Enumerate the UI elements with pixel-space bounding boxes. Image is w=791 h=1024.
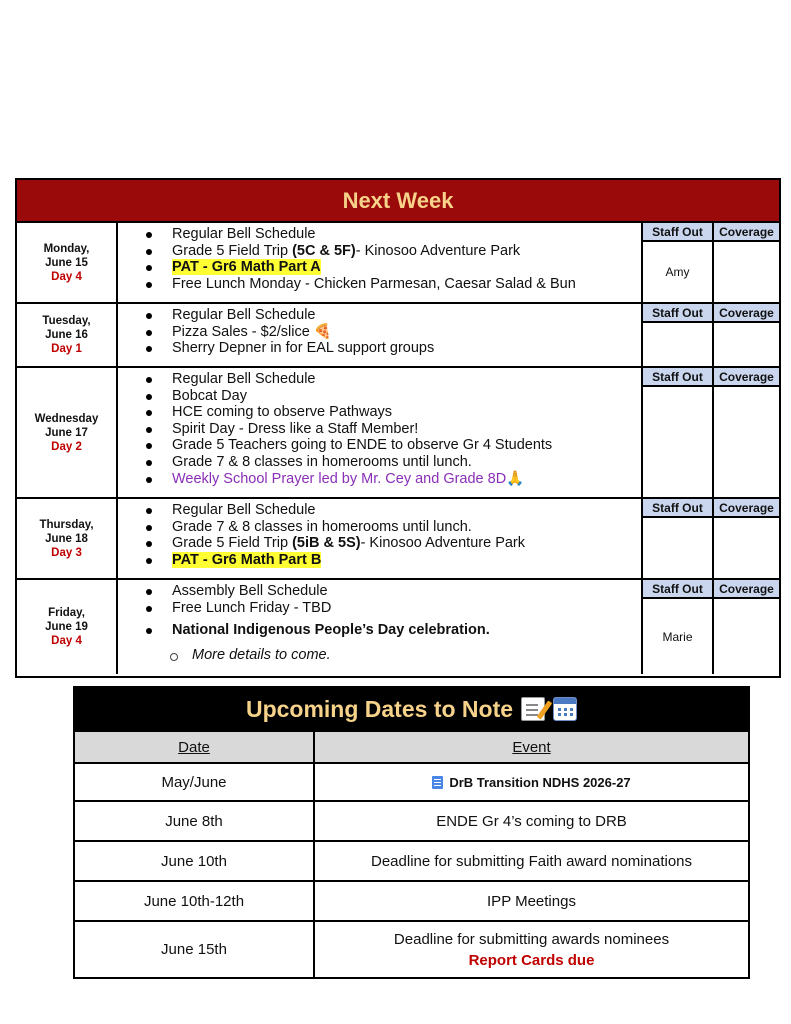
event-item: Regular Bell Schedule xyxy=(144,371,641,388)
event-item xyxy=(144,259,641,276)
report-cards-note: Report Cards due xyxy=(468,951,595,969)
staff-coverage-cell xyxy=(643,580,779,674)
event-sub-item: More details to come. xyxy=(144,647,641,664)
coverage-header: Coverage xyxy=(714,223,779,242)
event-item xyxy=(144,552,641,569)
event-item: Grade 5 Teachers going to ENDE to observe Gr 4 Students xyxy=(144,437,641,454)
day-date: June 18 xyxy=(45,532,88,545)
event-column-header: Event xyxy=(512,738,551,756)
calendar-icon xyxy=(553,697,577,721)
memo-icon xyxy=(521,697,545,721)
staff-out-value: Amy xyxy=(665,265,690,279)
coverage-header: Coverage xyxy=(714,499,779,518)
event-item: Regular Bell Schedule xyxy=(144,226,641,243)
staff-coverage-cell xyxy=(643,499,779,578)
upcoming-dates-title: Upcoming Dates to Note xyxy=(245,695,514,722)
day-number: Day 4 xyxy=(51,270,82,283)
coverage-value xyxy=(714,242,779,302)
coverage-value xyxy=(714,518,779,578)
event-list xyxy=(118,580,643,674)
row-event: IPP Meetings xyxy=(487,892,576,910)
event-list xyxy=(118,304,643,366)
staff-out-value xyxy=(643,387,712,497)
day-date: June 15 xyxy=(45,256,88,269)
day-date: June 17 xyxy=(45,426,88,439)
staff-out-value xyxy=(643,518,712,578)
staff-coverage-cell xyxy=(643,223,779,302)
staff-out-header: Staff Out xyxy=(643,499,712,518)
event-item: Grade 7 & 8 classes in homerooms until lunch. xyxy=(144,454,641,471)
day-row-tuesday xyxy=(17,304,779,368)
day-row-thursday xyxy=(17,499,779,580)
day-label xyxy=(17,223,118,302)
staff-out-value: Marie xyxy=(662,629,693,644)
google-doc-icon xyxy=(432,776,443,789)
event-item: Assembly Bell Schedule xyxy=(144,583,641,600)
row-date: June 10th xyxy=(75,842,315,880)
upcoming-dates-table xyxy=(73,686,750,979)
upcoming-column-headers xyxy=(75,730,748,762)
highlighted-event: PAT - Gr6 Math Part A xyxy=(172,259,321,276)
event-item: Grade 5 Field Trip (5C & 5F)- Kinosoo Adventure Park xyxy=(144,243,641,260)
event-item: Regular Bell Schedule xyxy=(144,502,641,519)
upcoming-dates-header xyxy=(75,688,748,730)
day-label xyxy=(17,580,118,674)
day-row-friday xyxy=(17,580,779,674)
day-name: Thursday, xyxy=(39,518,94,531)
day-date: June 16 xyxy=(45,329,88,341)
next-week-table xyxy=(15,178,781,678)
day-number: Day 2 xyxy=(51,440,82,453)
doc-link-chip[interactable] xyxy=(432,775,630,790)
day-number: Day 1 xyxy=(51,343,82,355)
event-item: National Indigenous People’s Day celebration. xyxy=(144,622,641,639)
staff-out-header: Staff Out xyxy=(643,580,712,599)
row-date: June 8th xyxy=(75,802,315,840)
event-list xyxy=(118,499,643,578)
coverage-value xyxy=(714,599,779,674)
event-item: Pizza Sales - $2/slice 🍕 xyxy=(144,324,641,341)
event-item: Free Lunch Monday - Chicken Parmesan, Caesar Salad & Bun xyxy=(144,276,641,293)
coverage-value xyxy=(714,323,779,366)
event-item: Grade 5 Field Trip (5iB & 5S)- Kinosoo Adventure Park xyxy=(144,535,641,552)
next-week-title: Next Week xyxy=(17,180,779,223)
event-item: Spirit Day - Dress like a Staff Member! xyxy=(144,421,641,438)
row-date: May/June xyxy=(75,764,315,800)
coverage-header: Coverage xyxy=(714,368,779,387)
day-name: Wednesday xyxy=(34,412,99,425)
table-row xyxy=(75,920,748,977)
row-date: June 15th xyxy=(75,922,315,977)
day-name: Tuesday, xyxy=(42,315,91,327)
day-label xyxy=(17,368,118,497)
event-item: Sherry Depner in for EAL support groups xyxy=(144,340,641,357)
table-row xyxy=(75,762,748,800)
day-label xyxy=(17,304,118,366)
staff-out-header: Staff Out xyxy=(643,223,712,242)
day-number: Day 4 xyxy=(51,635,82,647)
day-row-wednesday xyxy=(17,368,779,499)
day-name: Friday, xyxy=(48,607,85,619)
highlighted-event: PAT - Gr6 Math Part B xyxy=(172,551,322,568)
day-number: Day 3 xyxy=(51,546,82,559)
event-list xyxy=(118,368,643,497)
coverage-header: Coverage xyxy=(714,580,779,599)
date-column-header: Date xyxy=(178,738,210,756)
event-item: Grade 7 & 8 classes in homerooms until lunch. xyxy=(144,519,641,536)
staff-out-header: Staff Out xyxy=(643,368,712,387)
doc-link-label: DrB Transition NDHS 2026-27 xyxy=(449,774,631,790)
day-name: Monday, xyxy=(43,242,90,255)
day-label xyxy=(17,499,118,578)
row-event: Deadline for submitting awards nominees xyxy=(393,930,670,948)
staff-out-header: Staff Out xyxy=(643,304,712,323)
row-date: June 10th-12th xyxy=(75,882,315,920)
row-event: Deadline for submitting Faith award nominations xyxy=(371,852,692,870)
event-item: HCE coming to observe Pathways xyxy=(144,404,641,421)
event-list xyxy=(118,223,643,302)
prayer-event: Weekly School Prayer led by Mr. Cey and Grade 8D🙏 xyxy=(172,470,525,487)
row-event: ENDE Gr 4’s coming to DRB xyxy=(436,812,627,830)
coverage-header: Coverage xyxy=(714,304,779,323)
staff-coverage-cell xyxy=(643,368,779,497)
table-row xyxy=(75,880,748,920)
staff-coverage-cell xyxy=(643,304,779,366)
coverage-value xyxy=(714,387,779,497)
table-row xyxy=(75,800,748,840)
day-row-monday xyxy=(17,223,779,304)
event-item xyxy=(144,471,641,488)
event-item: Free Lunch Friday - TBD xyxy=(144,600,641,617)
staff-out-value xyxy=(643,323,712,366)
day-date: June 19 xyxy=(45,621,88,633)
table-row xyxy=(75,840,748,880)
event-item: Bobcat Day xyxy=(144,388,641,405)
event-item: Regular Bell Schedule xyxy=(144,307,641,324)
